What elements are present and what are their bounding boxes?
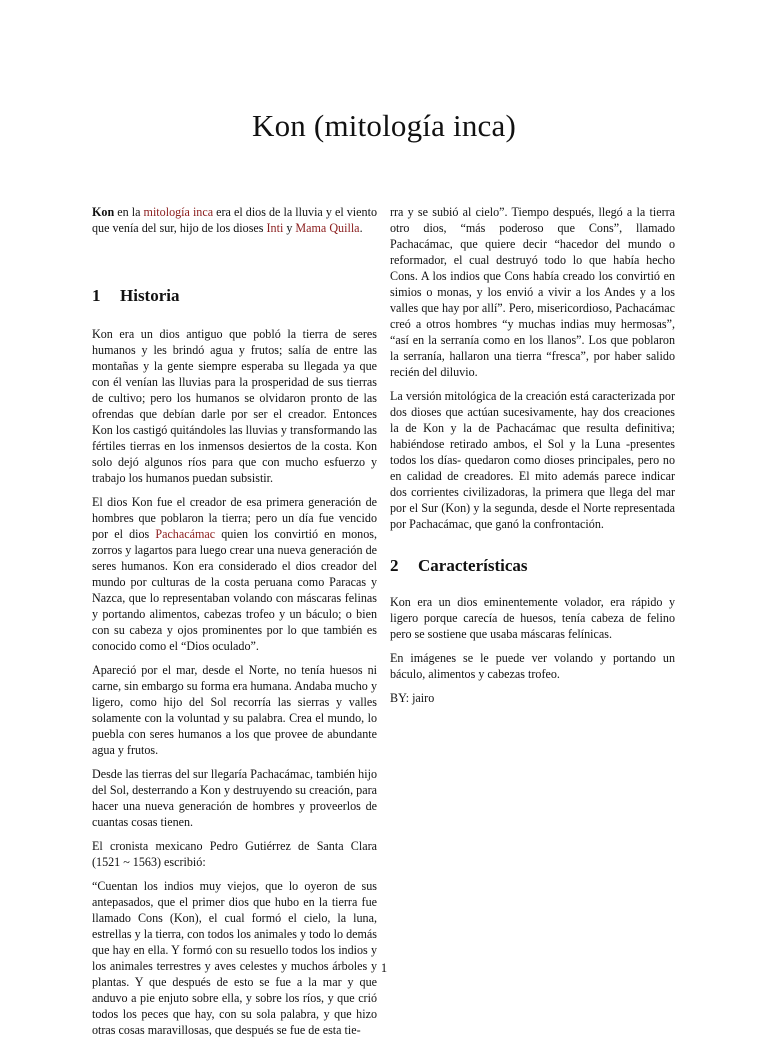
historia-paragraph-5: El cronista mexicano Pedro Gutiérrez de Santa Clara (1521 ~ 1563) escribió: bbox=[92, 839, 377, 869]
intro-term: Kon bbox=[92, 205, 115, 219]
historia-paragraph-4: Desde las tierras del sur llegaría Pachacámac, también hijo del Sol, desterrando a Kon y destruyendo su creación, para hacer una nueva generación de hombres y proveerlos de cuantas cosas tienen. bbox=[92, 767, 377, 829]
intro-text-3: y bbox=[283, 221, 296, 235]
section-title: Historia bbox=[120, 286, 180, 305]
link-mitologia-inca[interactable]: mitología inca bbox=[143, 205, 214, 219]
historia-paragraph-3: Apareció por el mar, desde el Norte, no tenía huesos ni carne, sin embargo su forma era humana. Andaba mucho y ligero, como hijo del Sol recorría las sierras y valles solamente con la voluntad y su palabra. Crea el mundo, lo puebla con seres humanos a los que provee de abundante agua y frutos. bbox=[92, 663, 377, 757]
historia-paragraph-1: Kon era un dios antiguo que pobló la tierra de seres humanos y les brindó agua y frutos; salía de entre las montañas y la gente siempre esperaba su llegada ya que con él venían las lluvias para la prosperidad de sus tierras de cultivo; pero los humanos se olvidaron pronto de las ofrendas que debían darle por ser el creador. Entonces Kon los castigó quitándoles las lluvias y transformando las fértiles tierras en los inmensos desiertos de la costa. Kon solo dejó algunos ríos para que con mucho esfuerzo y trabajo los humanos puedan subsistir. bbox=[92, 327, 377, 485]
left-column bbox=[92, 204, 377, 1046]
section-heading-historia bbox=[92, 286, 377, 306]
caracteristicas-paragraph-1: Kon era un dios eminentemente volador, era rápido y ligero porque carecía de huesos, tenía cabeza de felino pero se sostiene que usaba máscaras felínicas. bbox=[390, 595, 675, 641]
intro-paragraph bbox=[92, 204, 377, 236]
section-heading-caracteristicas bbox=[390, 556, 675, 576]
historia-paragraph-6-part-2: rra y se subió al cielo”. Tiempo después, llegó a la tierra otro dios, “más poderoso que Cons”, llamado Pachacámac, que quiere decir “hacedor del mundo o reformador, el cual destruyó todo lo que había hecho Cons. A los indios que Cons había creado los convirtió en simios o monas, y los envió a vivir a los Andes y a los valles que hay por allí”. Pero, misericordioso, Pachacámac creó a otros hombres “y muchas indias muy hermosas”, “así en la serranía como en los llanos”. Los que poblaron la serranía, hallaron una tierra “fresca”, por haber salido recién del diluvio. bbox=[390, 205, 675, 379]
link-mama-quilla[interactable]: Mama Quilla bbox=[295, 221, 360, 235]
paragraph-text: quien los convirtió en monos, zorros y lagartos para luego crear una nueva generación de seres humanos. Kon era considerado el dios creador del mundo por culturas de la costa peruana como Paracas y Nazca, que lo representaban volando con máscaras felinas y portando alimentos, cabezas trofeo y un báculo; o bien con su cabeza y ojos prominentes por lo que también es conocido como el “Dios oculado”. bbox=[92, 527, 377, 653]
historia-paragraph-6-part-1: “Cuentan los indios muy viejos, que lo oyeron de sus antepasados, que el primer dios que hubo en la tierra fue llamado Cons (Kon), el cual formó el cielo, la luna, estrellas y la tierra, con todos los animales y todo lo demás que hay en ella. Y formó con su resuello todos los indios y los animales terrestres y aves celestes y muchos árboles y plantas. Y que después de esto se fue a la mar y que anduvo a pie enjuto sobre ella, y sobre los ríos, y que crió todos los peces que hay, con su sola palabra, y que hizo otras cosas maravillosas, que después se fue de esta tie- bbox=[92, 879, 377, 1037]
intro-text-4: . bbox=[359, 221, 363, 235]
section-number: 1 bbox=[92, 286, 101, 305]
intro-text-2: era el dios de la lluvia y el viento que venía del sur, hijo de los dioses bbox=[92, 205, 377, 235]
section-title: Características bbox=[418, 556, 528, 575]
link-inti[interactable]: Inti bbox=[266, 221, 284, 235]
caracteristicas-paragraph-3: BY: jairo bbox=[390, 691, 435, 705]
historia-paragraph-2 bbox=[92, 494, 377, 654]
link-pachacamac[interactable]: Pachacámac bbox=[155, 527, 216, 541]
historia-paragraph-7: La versión mitológica de la creación está caracterizada por dos dioses que actúan sucesivamente, hay dos creaciones la de Kon y la de Pachacámac que resulta definitiva; habiéndose retirado ambos, el Sol y la Luna -presentes todos los días- quedaron como dioses principales, pero no en calidad de creadores. El mito además parece indicar dos corrientes civilizadoras, la primera que llega del mar por el Sur (Kon) y la segunda, desde el Norte representada por Pachacámac, que ganó la confrontación. bbox=[390, 389, 675, 531]
page-number: 1 bbox=[380, 961, 388, 975]
paragraph-text: El dios Kon fue el creador de esa primera generación de hombres que poblaron la tierra; pero un día fue vencido por el dios bbox=[92, 495, 377, 541]
caracteristicas-paragraph-2: En imágenes se le puede ver volando y portando un báculo, alimentos y cabezas trofeo. bbox=[390, 651, 675, 681]
intro-text-1: en la bbox=[114, 205, 144, 219]
right-column bbox=[390, 204, 675, 714]
page-title: Kon (mitología inca) bbox=[252, 108, 516, 143]
section-number: 2 bbox=[390, 556, 399, 575]
